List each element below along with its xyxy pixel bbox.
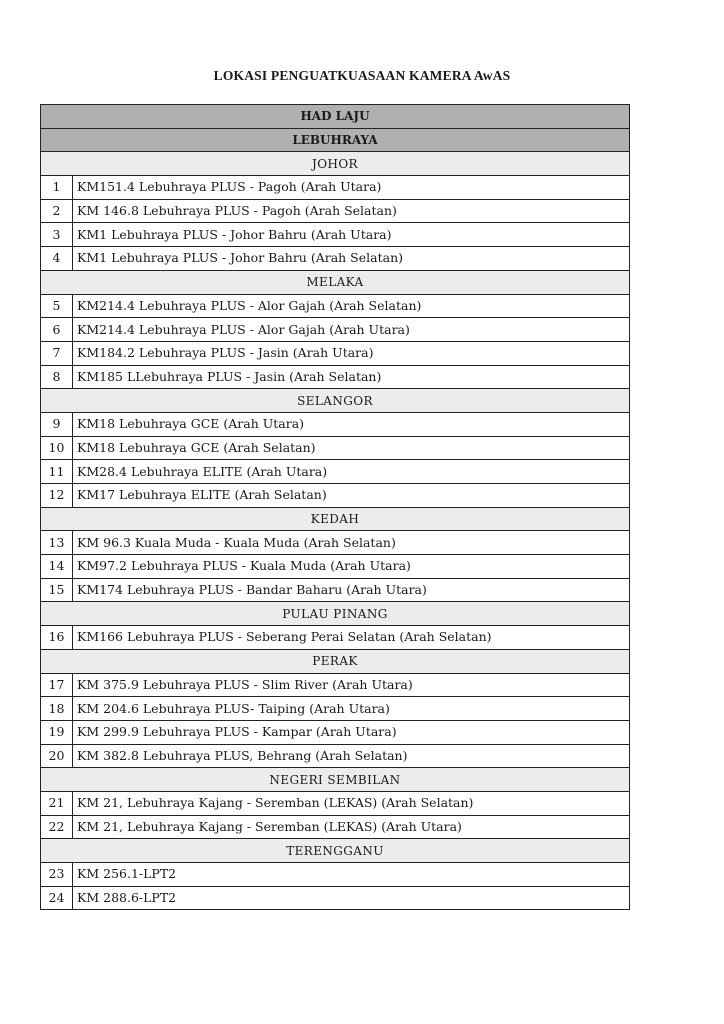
camera-location: KM18 Lebuhraya GCE (Arah Utara) bbox=[73, 412, 630, 436]
row-number: 2 bbox=[41, 199, 73, 223]
table-row bbox=[41, 365, 630, 389]
state-row bbox=[41, 152, 630, 176]
row-number: 11 bbox=[41, 460, 73, 484]
row-number: 13 bbox=[41, 531, 73, 555]
row-number: 5 bbox=[41, 294, 73, 318]
row-number: 21 bbox=[41, 791, 73, 815]
table-row bbox=[41, 223, 630, 247]
camera-location-table bbox=[40, 104, 630, 910]
table-row bbox=[41, 626, 630, 650]
camera-location: KM 299.9 Lebuhraya PLUS - Kampar (Arah Utara) bbox=[73, 720, 630, 744]
row-number: 22 bbox=[41, 815, 73, 839]
camera-location: KM 204.6 Lebuhraya PLUS- Taiping (Arah Utara) bbox=[73, 697, 630, 721]
state-row bbox=[41, 270, 630, 294]
table-row bbox=[41, 720, 630, 744]
row-number: 8 bbox=[41, 365, 73, 389]
camera-location: KM28.4 Lebuhraya ELITE (Arah Utara) bbox=[73, 460, 630, 484]
table-row bbox=[41, 199, 630, 223]
row-number: 3 bbox=[41, 223, 73, 247]
state-name: SELANGOR bbox=[41, 389, 630, 413]
row-number: 19 bbox=[41, 720, 73, 744]
row-number: 24 bbox=[41, 886, 73, 910]
state-row bbox=[41, 507, 630, 531]
camera-location: KM214.4 Lebuhraya PLUS - Alor Gajah (Arah Utara) bbox=[73, 318, 630, 342]
subheader-row-highway bbox=[41, 128, 630, 152]
camera-location: KM 21, Lebuhraya Kajang - Seremban (LEKAS) (Arah Selatan) bbox=[73, 791, 630, 815]
table-row bbox=[41, 484, 630, 508]
row-number: 15 bbox=[41, 578, 73, 602]
table-row bbox=[41, 318, 630, 342]
camera-location: KM 288.6-LPT2 bbox=[73, 886, 630, 910]
table-row bbox=[41, 412, 630, 436]
row-number: 10 bbox=[41, 436, 73, 460]
camera-location: KM 382.8 Lebuhraya PLUS, Behrang (Arah Selatan) bbox=[73, 744, 630, 768]
camera-location: KM 21, Lebuhraya Kajang - Seremban (LEKAS) (Arah Utara) bbox=[73, 815, 630, 839]
row-number: 6 bbox=[41, 318, 73, 342]
state-row bbox=[41, 649, 630, 673]
table-row bbox=[41, 531, 630, 555]
state-name: PERAK bbox=[41, 649, 630, 673]
table-body bbox=[41, 105, 630, 910]
row-number: 16 bbox=[41, 626, 73, 650]
row-number: 18 bbox=[41, 697, 73, 721]
table-row bbox=[41, 697, 630, 721]
table-row bbox=[41, 436, 630, 460]
state-row bbox=[41, 768, 630, 792]
state-name: KEDAH bbox=[41, 507, 630, 531]
subheader-cell-highway: LEBUHRAYA bbox=[41, 128, 630, 152]
table-row bbox=[41, 247, 630, 271]
table-row bbox=[41, 815, 630, 839]
table-row bbox=[41, 176, 630, 200]
state-row bbox=[41, 389, 630, 413]
state-row bbox=[41, 839, 630, 863]
camera-location: KM214.4 Lebuhraya PLUS - Alor Gajah (Arah Selatan) bbox=[73, 294, 630, 318]
camera-location: KM97.2 Lebuhraya PLUS - Kuala Muda (Arah Utara) bbox=[73, 555, 630, 579]
row-number: 4 bbox=[41, 247, 73, 271]
table-row bbox=[41, 555, 630, 579]
header-row-speed-limit bbox=[41, 105, 630, 129]
camera-location: KM184.2 Lebuhraya PLUS - Jasin (Arah Utara) bbox=[73, 341, 630, 365]
camera-location: KM 256.1-LPT2 bbox=[73, 863, 630, 887]
row-number: 17 bbox=[41, 673, 73, 697]
camera-location: KM174 Lebuhraya PLUS - Bandar Baharu (Arah Utara) bbox=[73, 578, 630, 602]
state-name: MELAKA bbox=[41, 270, 630, 294]
state-name: NEGERI SEMBILAN bbox=[41, 768, 630, 792]
row-number: 14 bbox=[41, 555, 73, 579]
table-row bbox=[41, 673, 630, 697]
row-number: 20 bbox=[41, 744, 73, 768]
table-row bbox=[41, 294, 630, 318]
table-row bbox=[41, 460, 630, 484]
row-number: 1 bbox=[41, 176, 73, 200]
camera-location: KM166 Lebuhraya PLUS - Seberang Perai Selatan (Arah Selatan) bbox=[73, 626, 630, 650]
table-row bbox=[41, 578, 630, 602]
camera-location: KM 146.8 Lebuhraya PLUS - Pagoh (Arah Selatan) bbox=[73, 199, 630, 223]
table-row bbox=[41, 791, 630, 815]
camera-location: KM151.4 Lebuhraya PLUS - Pagoh (Arah Utara) bbox=[73, 176, 630, 200]
camera-location: KM1 Lebuhraya PLUS - Johor Bahru (Arah Utara) bbox=[73, 223, 630, 247]
camera-location: KM 375.9 Lebuhraya PLUS - Slim River (Arah Utara) bbox=[73, 673, 630, 697]
header-cell-speed-limit: HAD LAJU bbox=[41, 105, 630, 129]
camera-location: KM185 LLebuhraya PLUS - Jasin (Arah Selatan) bbox=[73, 365, 630, 389]
row-number: 12 bbox=[41, 484, 73, 508]
state-name: PULAU PINANG bbox=[41, 602, 630, 626]
camera-location: KM1 Lebuhraya PLUS - Johor Bahru (Arah Selatan) bbox=[73, 247, 630, 271]
row-number: 9 bbox=[41, 412, 73, 436]
state-name: TERENGGANU bbox=[41, 839, 630, 863]
table-row bbox=[41, 886, 630, 910]
state-name: JOHOR bbox=[41, 152, 630, 176]
table-row bbox=[41, 341, 630, 365]
document-title: LOKASI PENGUATKUASAAN KAMERA AwAS bbox=[213, 68, 511, 83]
table-row bbox=[41, 744, 630, 768]
camera-location: KM18 Lebuhraya GCE (Arah Selatan) bbox=[73, 436, 630, 460]
camera-location: KM17 Lebuhraya ELITE (Arah Selatan) bbox=[73, 484, 630, 508]
state-row bbox=[41, 602, 630, 626]
row-number: 23 bbox=[41, 863, 73, 887]
camera-location: KM 96.3 Kuala Muda - Kuala Muda (Arah Selatan) bbox=[73, 531, 630, 555]
table-row bbox=[41, 863, 630, 887]
row-number: 7 bbox=[41, 341, 73, 365]
